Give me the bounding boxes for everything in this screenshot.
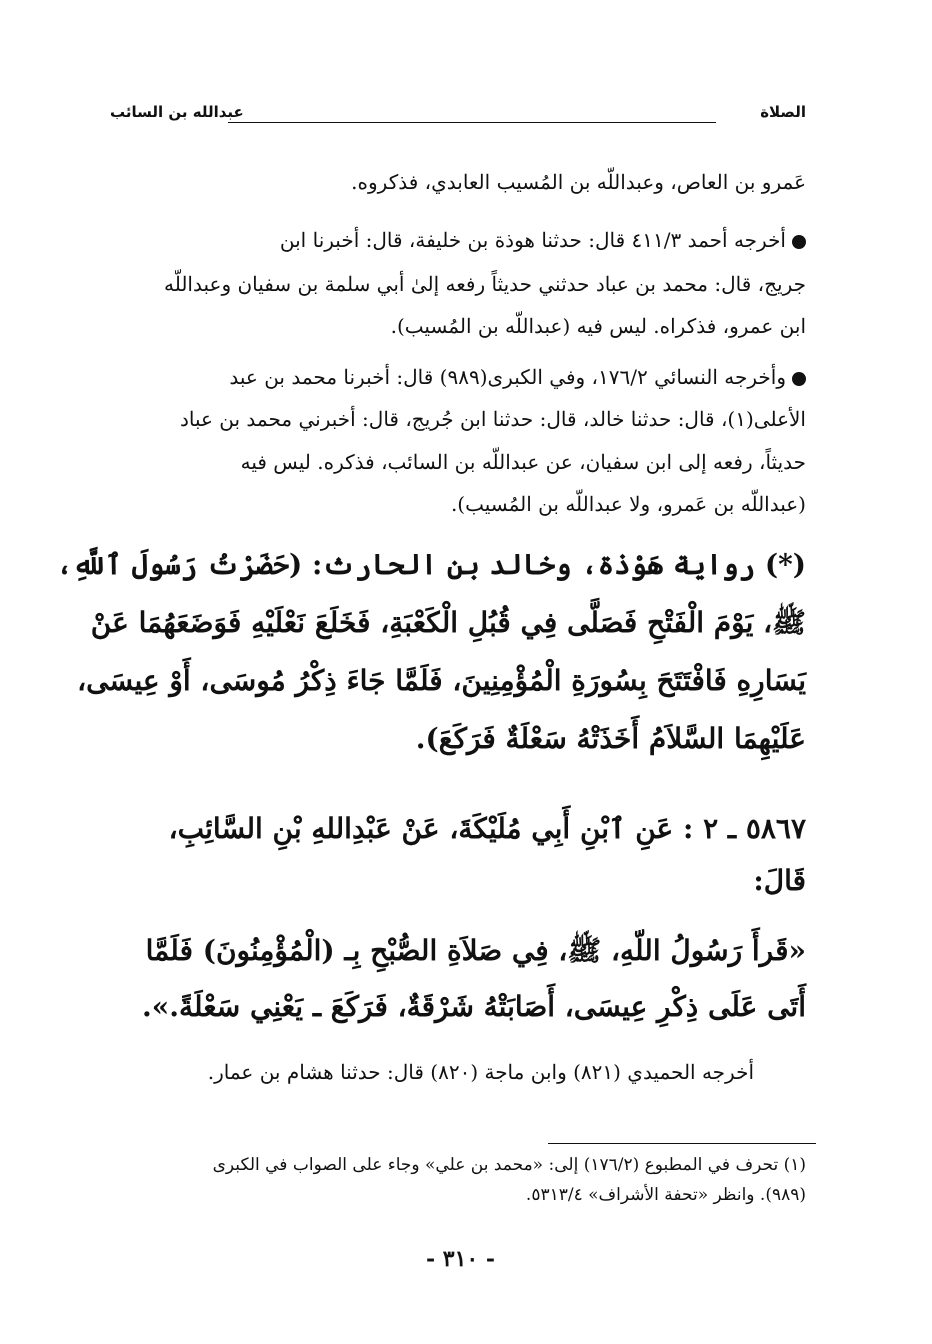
hadith-text: عَنِ ٱبْنِ أَبِي مُلَيْكَةَ، عَنْ عَبْدِاللهِ بْنِ السَّائِبِ، <box>168 812 674 845</box>
text-line: عَلَيْهِمَا السَّلاَمُ أَخَذَتْهُ سَعْلَةٌ فَرَكَعَ). <box>415 722 806 755</box>
hadith-line: قَالَ: <box>753 864 806 897</box>
text-line: (عبداللّه بن عَمرو، ولا عبداللّه بن المُسيب). <box>450 492 806 516</box>
hadith-line <box>169 800 806 858</box>
text-line: ابن عمرو، فذكراه. ليس فيه (عبداللّه بن المُسيب). <box>390 314 806 338</box>
bullet-icon <box>792 372 806 386</box>
text-line: عَمرو بن العاص، وعبداللّه بن المُسيب العابدي، فذكروه. <box>351 170 806 194</box>
running-header-chapter: الصلاة <box>760 103 806 121</box>
bullet-icon <box>792 235 806 249</box>
text-line: حديثاً، رفعه إلى ابن سفيان، عن عبداللّه بن السائب، فذكره. ليس فيه <box>240 450 806 474</box>
hadith-number: ٥٨٦٧ ـ ٢ : <box>683 812 806 845</box>
page-number: - ٣١٠ - <box>426 1246 496 1272</box>
header-rule <box>228 122 716 123</box>
text-line: أخرجه الحميدي (٨٢١) وابن ماجة (٨٢٠) قال: حدثنا هشام بن عمار. <box>207 1060 754 1084</box>
hadith-line: «قَرأَ رَسُولُ اللّهِ، ﷺ، فِي صَلاَةِ الصُّبْحِ بِـ (الْمُؤْمِنُونَ) فَلَمَّا <box>145 934 806 967</box>
text-line <box>280 218 806 262</box>
text-line: يَسَارِهِ فَافْتَتَحَ بِسُورَةِ الْمُؤْمِنِينَ، فَلَمَّا جَاءَ ذِكْرُ مُوسَى، أَوْ عِيسَى، <box>77 664 806 697</box>
text-line <box>229 355 806 399</box>
text-line: (*) رواية هَوْذة، وخالد بن الحارث: (حَضَرْتُ رَسُولَ ٱللَّهِ، <box>56 548 806 581</box>
hadith-line: أَتَى عَلَى ذِكْرِ عِيسَى، أَصَابَتْهُ شَرْقَةٌ، فَرَكَعَ ـ يَعْنِي سَعْلَةً.». <box>141 990 806 1023</box>
footnote-line: (٩٨٩). وانظر «تحفة الأشراف» ٥٣١٣/٤. <box>525 1185 806 1205</box>
footnote-rule <box>548 1143 816 1144</box>
text-line-content: وأخرجه النسائي ١٧٦/٢، وفي الكبرى(٩٨٩) قال: أخبرنا محمد بن عبد <box>229 365 786 389</box>
running-header-section: عبدالله بن السائب <box>110 103 244 121</box>
text-line: ﷺ، يَوْمَ الْفَتْحِ فَصَلَّى فِي قُبُلِ الْكَعْبَةِ، فَخَلَعَ نَعْلَيْهِ فَوَضَعَهُمَا عَنْ <box>90 606 806 639</box>
footnote-line: (١) تحرف في المطبوع (١٧٦/٢) إلى: «محمد بن علي» وجاء على الصواب في الكبرى <box>212 1155 806 1175</box>
text-line: جريج، قال: محمد بن عباد حدثني حديثاً رفعه إلىٰ أبي سلمة بن سفيان وعبداللّه <box>163 272 806 296</box>
text-line: الأعلى(١)، قال: حدثنا خالد، قال: حدثنا ابن جُريج، قال: أخبرني محمد بن عباد <box>179 407 806 431</box>
text-line-content: أخرجه أحمد ٤١١/٣ قال: حدثنا هوذة بن خليفة، قال: أخبرنا ابن <box>279 228 786 252</box>
